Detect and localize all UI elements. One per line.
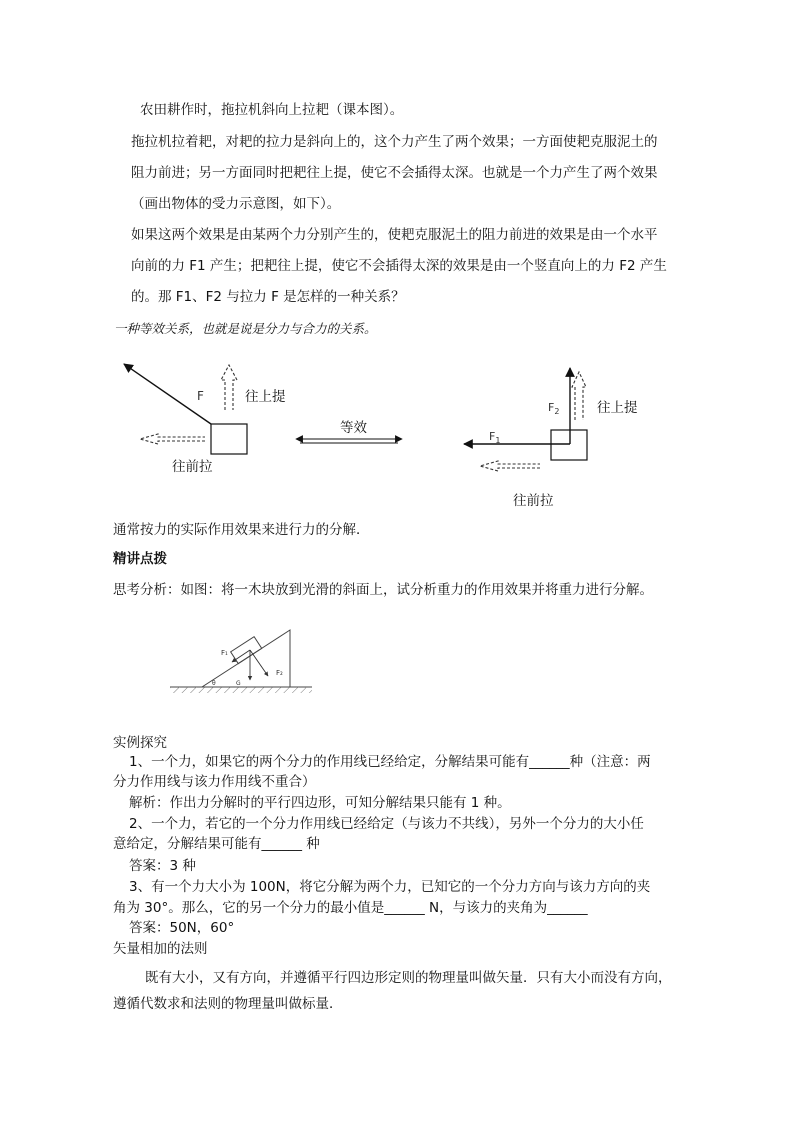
g-label: G [236, 680, 241, 687]
theta-label: θ [212, 680, 216, 687]
vector-heading: 矢量相加的法则 [113, 941, 208, 957]
analysis-1: 解析：作出力分解时的平行四边形，可知分解结果只能有 1 种。 [129, 795, 511, 811]
left-up-dashed-arrow [221, 365, 237, 410]
f2-label: $F_2$ [548, 401, 560, 416]
question-1-line-2: 分力作用线与该力作用线不重合） [113, 774, 316, 790]
pull-force-label: F [197, 389, 204, 403]
equivalence-label: 等效 [340, 420, 367, 436]
question-2-line-2: 意给定，分解结果可能有______ 种 [113, 836, 320, 852]
left-forward-dashed-arrow [140, 434, 205, 444]
answer-3: 答案：50N，60° [129, 920, 235, 936]
left-block [211, 424, 247, 454]
right-block [551, 430, 587, 460]
intro-para3-line-3: 的。那 F1、F2 与拉力 F 是怎样的一种关系？ [131, 289, 405, 305]
force-decomposition-figure [0, 340, 794, 520]
answer-2: 答案：3 种 [129, 858, 196, 874]
f2-small-label: F₂ [276, 669, 283, 677]
intro-para2-line-2: 阻力前进；另一方面同时把耙往上提，使它不会插得太深。也就是一个力产生了两个效果 [131, 165, 658, 181]
intro-para2-line-3: （画出物体的受力示意图，如下）。 [131, 196, 341, 212]
question-1-line-1: 1、一个力，如果它的两个分力的作用线已经给定，分解结果可能有______种（注意：两 [129, 754, 651, 770]
analysis-prompt: 思考分析：如图：将一木块放到光滑的斜面上，试分析重力的作用效果并将重力进行分解。 [113, 582, 653, 598]
question-3-line-2: 角为 30°。那么，它的另一个分力的最小值是______ N，与该力的夹角为______ [113, 900, 588, 916]
right-forward-label: 往前拉 [513, 493, 554, 509]
section-heading: 精讲点拨 [113, 551, 167, 567]
intro-line-1: 农田耕作时，拖拉机斜向上拉耙（课本图）。 [140, 102, 404, 118]
right-forward-dashed-arrow [480, 461, 540, 471]
question-3-line-1: 3、有一个力大小为 100N，将它分解为两个力，已知它的一个分力方向与该力方向的夹 [129, 879, 651, 895]
left-up-label: 往上提 [245, 389, 286, 405]
f1-component-arrow [232, 650, 250, 662]
intro-para3-line-1: 如果这两个效果是由某两个力分别产生的，使耙克服泥土的阻力前进的效果是由一个水平 [131, 227, 658, 243]
vector-para-line-1: 既有大小，又有方向，并遵循平行四边形定则的物理量叫做矢量．只有大小而没有方向， [145, 970, 672, 986]
intro-para2-line-1: 拖拉机拉着耙，对耙的拉力是斜向上的，这个力产生了两个效果；一方面使耙克服泥土的 [131, 134, 658, 150]
examples-heading: 实例探究 [113, 735, 167, 751]
decomposition-rule: 通常按力的实际作用效果来进行力的分解． [113, 522, 370, 538]
right-up-label: 往上提 [597, 400, 638, 416]
question-2-line-1: 2、一个力，若它的一个分力作用线已经给定（与该力不共线），另外一个分力的大小任 [129, 816, 644, 832]
ground-hatch [170, 687, 312, 693]
equivalence-answer: 一种等效关系，也就是说是分力与合力的关系。 [114, 321, 377, 336]
vector-para-line-2: 遵循代数求和法则的物理量叫做标量． [113, 996, 343, 1012]
incline-figure [0, 620, 794, 700]
left-forward-label: 往前拉 [172, 459, 213, 475]
f2-component-arrow [250, 650, 268, 676]
f1-small-label: F₁ [221, 649, 228, 657]
f1-label: $F_1$ [489, 430, 501, 445]
intro-para3-line-2: 向前的力 F1 产生；把耙往上提，使它不会插得太深的效果是由一个竖直向上的力 F2 产生 [131, 258, 667, 274]
right-up-dashed-arrow [572, 372, 586, 420]
